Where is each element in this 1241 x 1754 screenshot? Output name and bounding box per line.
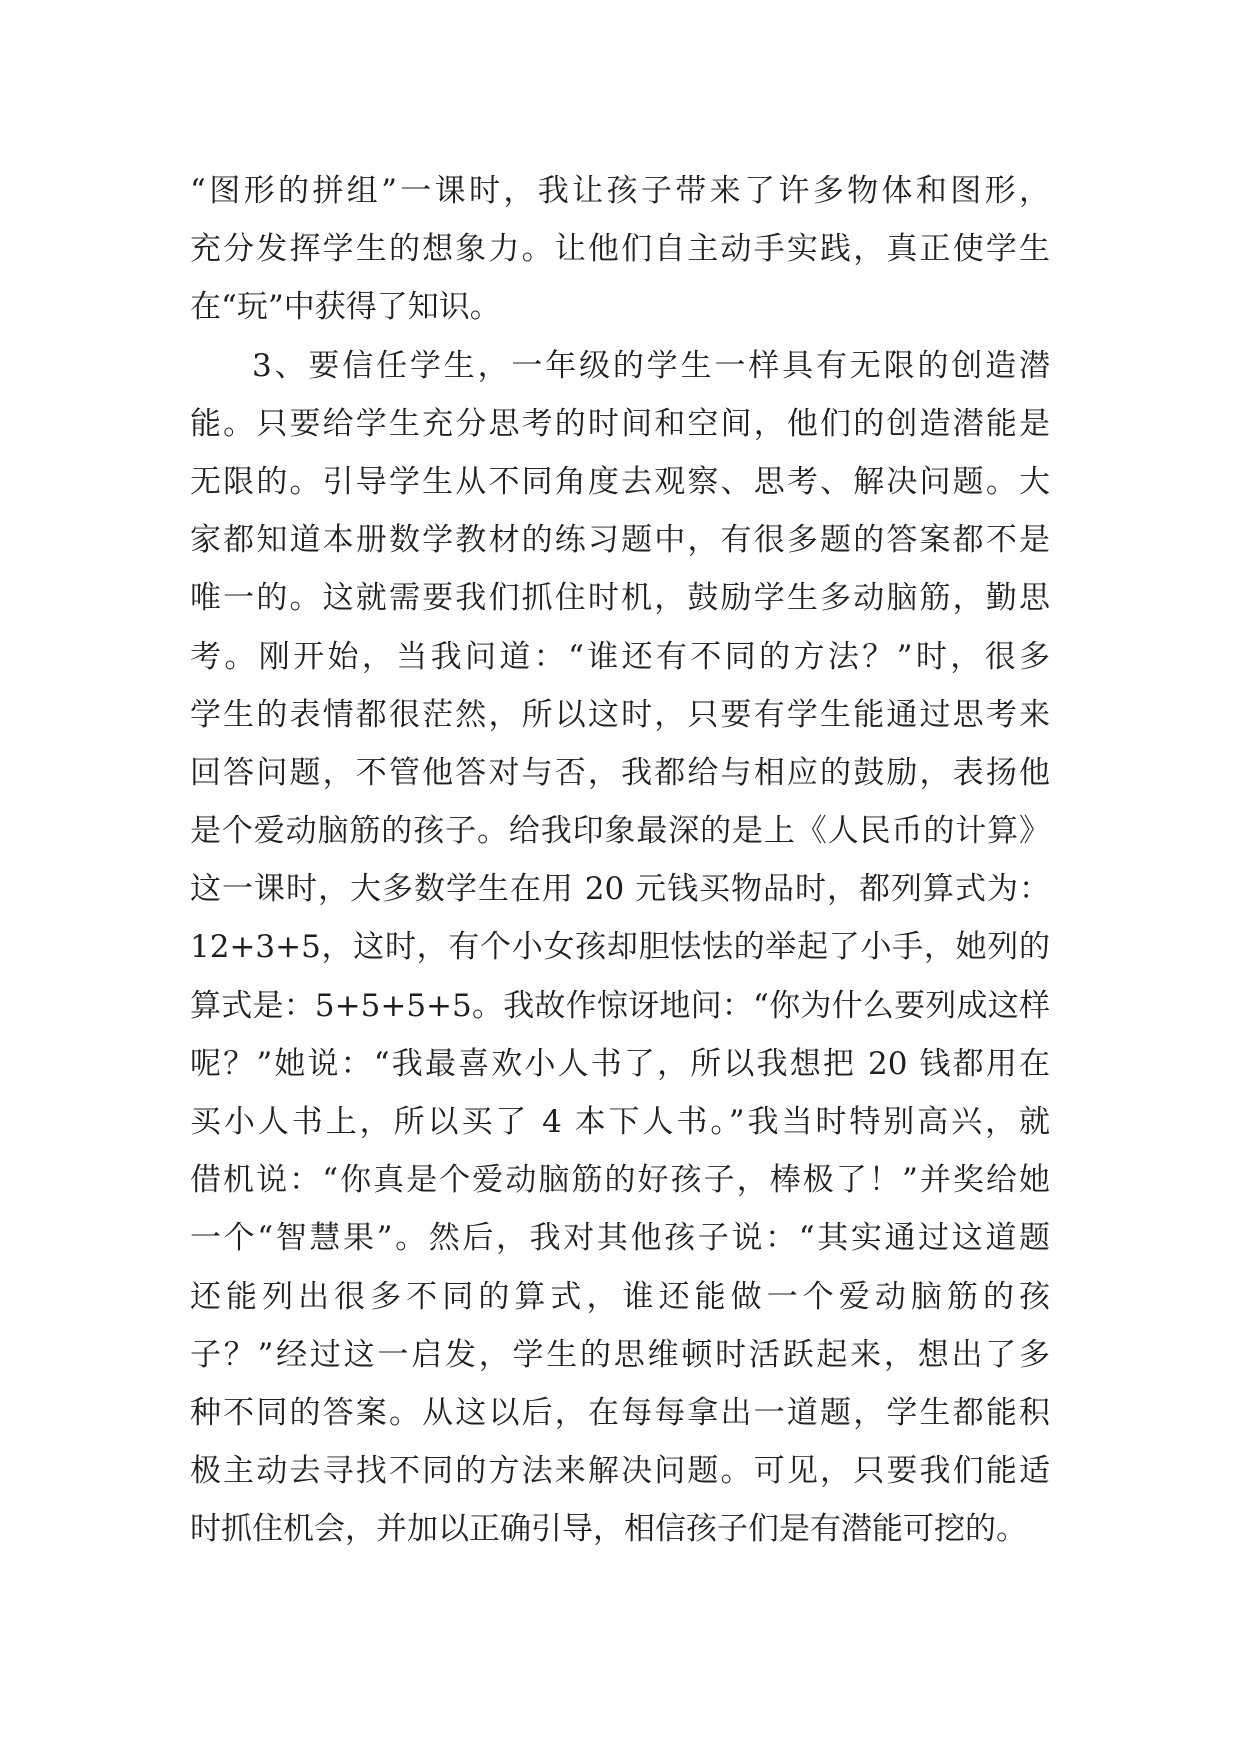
text-line: 借机说：“你真是个爱动脑筋的好孩子，棒极了！”并奖给她 [190, 1162, 1050, 1199]
text-line: “图形的拼组”一课时，我让孩子带来了许多物体和图形， [190, 173, 1050, 209]
text-line: 12+3+5，这时，有个小女孩却胆怯怯的举起了小手，她列的 [190, 929, 1050, 966]
text-line: 学生的表情都很茫然，所以这时，只要有学生能通过思考来 [190, 696, 1050, 733]
text-line: 家都知道本册数学教材的练习题中，有很多题的答案都不是 [190, 522, 1050, 559]
text-line: 还能列出很多不同的算式，谁还能做一个爱动脑筋的孩 [190, 1278, 1050, 1315]
text-line: 极主动去寻找不同的方法来解决问题。可见，只要我们能适 [190, 1453, 1050, 1490]
text-line: 算式是：5+5+5+5。我故作惊讶地问：“你为什么要列成这样 [190, 987, 1050, 1024]
text-line: 一个“智慧果”。然后，我对其他孩子说：“其实通过这道题 [190, 1220, 1050, 1257]
text-line: 考。刚开始，当我问道：“谁还有不同的方法？”时，很多 [190, 638, 1050, 675]
text-line: 3、要信任学生，一年级的学生一样具有无限的创造潜 [252, 347, 1050, 384]
text-line: 是个爱动脑筋的孩子。给我印象最深的是上《人民币的计算》 [190, 813, 1050, 850]
text-line: 回答问题，不管他答对与否，我都给与相应的鼓励，表扬他 [190, 754, 1050, 791]
text-line: 呢？”她说：“我最喜欢小人书了，所以我想把 20 钱都用在 [190, 1045, 1050, 1082]
text-line: 能。只要给学生充分思考的时间和空间，他们的创造潜能是 [190, 405, 1050, 442]
text-line: 在“玩”中获得了知识。 [190, 289, 501, 326]
text-line: 子？”经过这一启发，学生的思维顿时活跃起来，想出了多 [190, 1336, 1050, 1373]
text-line: 种不同的答案。从这以后，在每每拿出一道题，学生都能积 [190, 1394, 1050, 1431]
text-line: 充分发挥学生的想象力。让他们自主动手实践，真正使学生 [190, 231, 1050, 268]
text-line: 唯一的。这就需要我们抓住时机，鼓励学生多动脑筋，勤思 [190, 580, 1050, 617]
text-line: 这一课时，大多数学生在用 20 元钱买物品时，都列算式为： [190, 871, 1050, 908]
text-line: 无限的。引导学生从不同角度去观察、思考、解决问题。大 [190, 463, 1050, 500]
text-line: 买小人书上，所以买了 4 本下人书。”我当时特别高兴，就 [190, 1104, 1050, 1140]
text-line: 时抓住机会，并加以正确引导，相信孩子们是有潜能可挖的。 [190, 1511, 1027, 1548]
document-body [190, 162, 1050, 1559]
